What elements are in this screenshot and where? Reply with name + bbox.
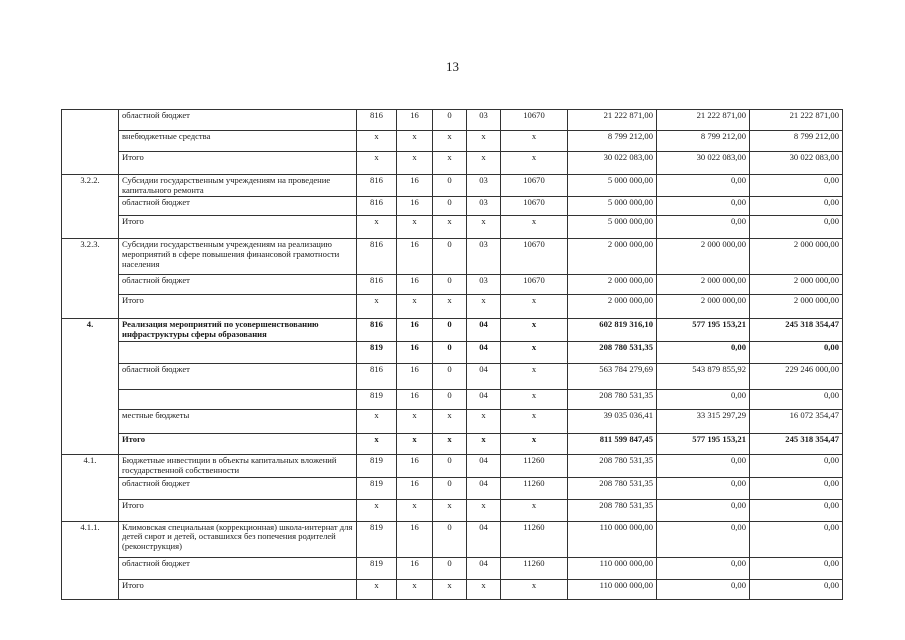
subsection-cell: 0 — [433, 390, 467, 410]
item-name-cell: областной бюджет — [119, 275, 357, 295]
subsection-cell: x — [433, 131, 467, 152]
expense-code-cell: 10670 — [501, 239, 568, 275]
amount-year2-cell: 0,00 — [657, 216, 750, 239]
section-cell: x — [397, 131, 433, 152]
amount-year3-cell: 0,00 — [750, 390, 843, 410]
table-row — [62, 110, 843, 131]
section-cell: x — [397, 499, 433, 521]
article-cell: 04 — [467, 390, 501, 410]
item-name-cell — [119, 390, 357, 410]
expense-code-cell: x — [501, 319, 568, 342]
section-cell: 16 — [397, 364, 433, 390]
item-number-cell: 4.1. — [62, 455, 119, 521]
budget-code-cell: 816 — [357, 364, 397, 390]
budget-code-cell: 819 — [357, 477, 397, 499]
article-cell: 04 — [467, 477, 501, 499]
subsection-cell: 0 — [433, 175, 467, 197]
expense-code-cell: x — [501, 579, 568, 599]
expense-code-cell: 11260 — [501, 455, 568, 477]
amount-year1-cell: 811 599 847,45 — [568, 434, 657, 455]
expense-code-cell: 11260 — [501, 477, 568, 499]
expense-code-cell: 11260 — [501, 557, 568, 579]
subsection-cell: x — [433, 434, 467, 455]
budget-code-cell: 819 — [357, 342, 397, 364]
expense-code-cell: 10670 — [501, 175, 568, 197]
budget-code-cell: 816 — [357, 239, 397, 275]
amount-year3-cell: 30 022 083,00 — [750, 152, 843, 175]
amount-year2-cell: 0,00 — [657, 455, 750, 477]
item-name-cell — [119, 342, 357, 364]
section-cell: 16 — [397, 239, 433, 275]
subsection-cell: 0 — [433, 275, 467, 295]
amount-year1-cell: 2 000 000,00 — [568, 239, 657, 275]
budget-code-cell: x — [357, 410, 397, 434]
table-row — [62, 557, 843, 579]
article-cell: 03 — [467, 275, 501, 295]
subsection-cell: 0 — [433, 197, 467, 216]
article-cell: 03 — [467, 175, 501, 197]
amount-year2-cell: 543 879 855,92 — [657, 364, 750, 390]
expense-code-cell: x — [501, 152, 568, 175]
table-row — [62, 579, 843, 599]
article-cell: x — [467, 131, 501, 152]
section-cell: 16 — [397, 390, 433, 410]
amount-year2-cell: 0,00 — [657, 557, 750, 579]
article-cell: x — [467, 295, 501, 319]
expense-code-cell: x — [501, 131, 568, 152]
amount-year1-cell: 2 000 000,00 — [568, 295, 657, 319]
amount-year3-cell: 0,00 — [750, 455, 843, 477]
amount-year1-cell: 208 780 531,35 — [568, 390, 657, 410]
section-cell: 16 — [397, 455, 433, 477]
amount-year3-cell: 0,00 — [750, 499, 843, 521]
section-cell: 16 — [397, 175, 433, 197]
budget-table — [61, 109, 843, 600]
budget-code-cell: 816 — [357, 197, 397, 216]
budget-code-cell: 816 — [357, 175, 397, 197]
item-name-cell: областной бюджет — [119, 477, 357, 499]
expense-code-cell: x — [501, 216, 568, 239]
amount-year1-cell: 2 000 000,00 — [568, 275, 657, 295]
amount-year1-cell: 5 000 000,00 — [568, 197, 657, 216]
table-row — [62, 131, 843, 152]
item-name-cell: Итого — [119, 152, 357, 175]
amount-year2-cell: 0,00 — [657, 342, 750, 364]
article-cell: 04 — [467, 455, 501, 477]
subsection-cell: 0 — [433, 110, 467, 131]
expense-code-cell: x — [501, 390, 568, 410]
table-row — [62, 239, 843, 275]
expense-code-cell: x — [501, 499, 568, 521]
subsection-cell: x — [433, 216, 467, 239]
amount-year3-cell: 21 222 871,00 — [750, 110, 843, 131]
amount-year3-cell: 0,00 — [750, 197, 843, 216]
amount-year3-cell: 8 799 212,00 — [750, 131, 843, 152]
budget-code-cell: x — [357, 152, 397, 175]
section-cell: x — [397, 152, 433, 175]
amount-year2-cell: 0,00 — [657, 477, 750, 499]
item-name-cell: Реализация мероприятий по усовершенствованию инфраструктуры сферы образования — [119, 319, 357, 342]
subsection-cell: 0 — [433, 364, 467, 390]
amount-year3-cell: 2 000 000,00 — [750, 295, 843, 319]
section-cell: 16 — [397, 342, 433, 364]
amount-year2-cell: 33 315 297,29 — [657, 410, 750, 434]
amount-year2-cell: 0,00 — [657, 390, 750, 410]
budget-code-cell: x — [357, 579, 397, 599]
subsection-cell: x — [433, 499, 467, 521]
expense-code-cell: 10670 — [501, 197, 568, 216]
article-cell: 04 — [467, 521, 501, 557]
item-name-cell: Итого — [119, 499, 357, 521]
item-number-cell — [62, 110, 119, 175]
amount-year1-cell: 8 799 212,00 — [568, 131, 657, 152]
section-cell: 16 — [397, 110, 433, 131]
table-row — [62, 434, 843, 455]
section-cell: 16 — [397, 319, 433, 342]
page-number: 13 — [446, 59, 459, 74]
amount-year2-cell: 2 000 000,00 — [657, 275, 750, 295]
amount-year2-cell: 0,00 — [657, 197, 750, 216]
table-row — [62, 175, 843, 197]
amount-year3-cell: 0,00 — [750, 477, 843, 499]
item-name-cell: местные бюджеты — [119, 410, 357, 434]
table-row — [62, 364, 843, 390]
amount-year2-cell: 0,00 — [657, 175, 750, 197]
table-row — [62, 521, 843, 557]
item-name-cell: внебюджетные средства — [119, 131, 357, 152]
amount-year2-cell: 30 022 083,00 — [657, 152, 750, 175]
amount-year3-cell: 0,00 — [750, 557, 843, 579]
item-name-cell: Итого — [119, 434, 357, 455]
article-cell: x — [467, 499, 501, 521]
article-cell: x — [467, 152, 501, 175]
amount-year1-cell: 110 000 000,00 — [568, 521, 657, 557]
item-name-cell: Климовская специальная (коррекционная) школа-интернат для детей сирот и детей, оставшихся без попечения родителей (реконструкция) — [119, 521, 357, 557]
expense-code-cell: x — [501, 295, 568, 319]
budget-code-cell: 819 — [357, 557, 397, 579]
table-row — [62, 499, 843, 521]
item-name-cell: областной бюджет — [119, 364, 357, 390]
item-number-cell: 3.2.3. — [62, 239, 119, 319]
amount-year1-cell: 563 784 279,69 — [568, 364, 657, 390]
amount-year2-cell: 2 000 000,00 — [657, 239, 750, 275]
budget-code-cell: 819 — [357, 390, 397, 410]
article-cell: 04 — [467, 364, 501, 390]
budget-code-cell: 816 — [357, 319, 397, 342]
budget-code-cell: 819 — [357, 521, 397, 557]
budget-code-cell: 819 — [357, 455, 397, 477]
table-row — [62, 152, 843, 175]
item-name-cell: областной бюджет — [119, 110, 357, 131]
expense-code-cell: x — [501, 410, 568, 434]
amount-year3-cell: 245 318 354,47 — [750, 319, 843, 342]
section-cell: 16 — [397, 557, 433, 579]
amount-year2-cell: 21 222 871,00 — [657, 110, 750, 131]
table-row — [62, 477, 843, 499]
section-cell: 16 — [397, 521, 433, 557]
article-cell: x — [467, 216, 501, 239]
item-name-cell: Бюджетные инвестиции в объекты капитальных вложений государственной собственности — [119, 455, 357, 477]
amount-year2-cell: 577 195 153,21 — [657, 434, 750, 455]
section-cell: x — [397, 216, 433, 239]
article-cell: x — [467, 579, 501, 599]
subsection-cell: x — [433, 410, 467, 434]
amount-year3-cell: 16 072 354,47 — [750, 410, 843, 434]
amount-year3-cell: 0,00 — [750, 175, 843, 197]
amount-year1-cell: 602 819 316,10 — [568, 319, 657, 342]
subsection-cell: 0 — [433, 557, 467, 579]
section-cell: 16 — [397, 275, 433, 295]
section-cell: 16 — [397, 477, 433, 499]
amount-year2-cell: 0,00 — [657, 579, 750, 599]
amount-year1-cell: 110 000 000,00 — [568, 557, 657, 579]
amount-year2-cell: 577 195 153,21 — [657, 319, 750, 342]
item-name-cell: Итого — [119, 295, 357, 319]
section-cell: x — [397, 579, 433, 599]
expense-code-cell: 10670 — [501, 275, 568, 295]
subsection-cell: 0 — [433, 477, 467, 499]
amount-year1-cell: 5 000 000,00 — [568, 175, 657, 197]
article-cell: 04 — [467, 319, 501, 342]
budget-code-cell: x — [357, 216, 397, 239]
budget-code-cell: x — [357, 499, 397, 521]
item-name-cell: Итого — [119, 579, 357, 599]
subsection-cell: x — [433, 152, 467, 175]
expense-code-cell: x — [501, 364, 568, 390]
amount-year1-cell: 30 022 083,00 — [568, 152, 657, 175]
subsection-cell: 0 — [433, 319, 467, 342]
amount-year1-cell: 208 780 531,35 — [568, 477, 657, 499]
expense-code-cell: 11260 — [501, 521, 568, 557]
amount-year2-cell: 0,00 — [657, 499, 750, 521]
item-name-cell: Итого — [119, 216, 357, 239]
amount-year3-cell: 0,00 — [750, 216, 843, 239]
budget-code-cell: x — [357, 434, 397, 455]
table-row — [62, 390, 843, 410]
amount-year2-cell: 8 799 212,00 — [657, 131, 750, 152]
subsection-cell: 0 — [433, 239, 467, 275]
article-cell: 04 — [467, 557, 501, 579]
table-row — [62, 455, 843, 477]
subsection-cell: 0 — [433, 342, 467, 364]
budget-code-cell: x — [357, 295, 397, 319]
table-row — [62, 410, 843, 434]
item-number-cell: 4. — [62, 319, 119, 455]
article-cell: x — [467, 434, 501, 455]
item-name-cell: Субсидии государственным учреждениям на реализацию мероприятий в сфере повышения финансовой грамотности населения — [119, 239, 357, 275]
item-name-cell: областной бюджет — [119, 197, 357, 216]
amount-year1-cell: 208 780 531,35 — [568, 342, 657, 364]
article-cell: 03 — [467, 110, 501, 131]
article-cell: 03 — [467, 197, 501, 216]
subsection-cell: 0 — [433, 455, 467, 477]
expense-code-cell: x — [501, 342, 568, 364]
table-row — [62, 197, 843, 216]
item-name-cell: Субсидии государственным учреждениям на проведение капитального ремонта — [119, 175, 357, 197]
table-row — [62, 319, 843, 342]
amount-year1-cell: 208 780 531,35 — [568, 455, 657, 477]
amount-year1-cell: 208 780 531,35 — [568, 499, 657, 521]
item-number-cell: 4.1.1. — [62, 521, 119, 599]
budget-code-cell: 816 — [357, 275, 397, 295]
expense-code-cell: 10670 — [501, 110, 568, 131]
item-number-cell: 3.2.2. — [62, 175, 119, 239]
subsection-cell: x — [433, 579, 467, 599]
article-cell: 03 — [467, 239, 501, 275]
amount-year3-cell: 0,00 — [750, 521, 843, 557]
budget-code-cell: 816 — [357, 110, 397, 131]
amount-year1-cell: 39 035 036,41 — [568, 410, 657, 434]
amount-year2-cell: 2 000 000,00 — [657, 295, 750, 319]
amount-year1-cell: 5 000 000,00 — [568, 216, 657, 239]
table-row — [62, 216, 843, 239]
expense-code-cell: x — [501, 434, 568, 455]
article-cell: 04 — [467, 342, 501, 364]
amount-year3-cell: 2 000 000,00 — [750, 275, 843, 295]
table-row — [62, 342, 843, 364]
subsection-cell: 0 — [433, 521, 467, 557]
amount-year3-cell: 229 246 000,00 — [750, 364, 843, 390]
amount-year2-cell: 0,00 — [657, 521, 750, 557]
amount-year3-cell: 0,00 — [750, 579, 843, 599]
table-row — [62, 275, 843, 295]
budget-code-cell: x — [357, 131, 397, 152]
amount-year3-cell: 2 000 000,00 — [750, 239, 843, 275]
amount-year1-cell: 21 222 871,00 — [568, 110, 657, 131]
amount-year3-cell: 245 318 354,47 — [750, 434, 843, 455]
table-row — [62, 295, 843, 319]
section-cell: x — [397, 410, 433, 434]
amount-year3-cell: 0,00 — [750, 342, 843, 364]
section-cell: x — [397, 434, 433, 455]
subsection-cell: x — [433, 295, 467, 319]
item-name-cell: областной бюджет — [119, 557, 357, 579]
article-cell: x — [467, 410, 501, 434]
section-cell: x — [397, 295, 433, 319]
amount-year1-cell: 110 000 000,00 — [568, 579, 657, 599]
section-cell: 16 — [397, 197, 433, 216]
